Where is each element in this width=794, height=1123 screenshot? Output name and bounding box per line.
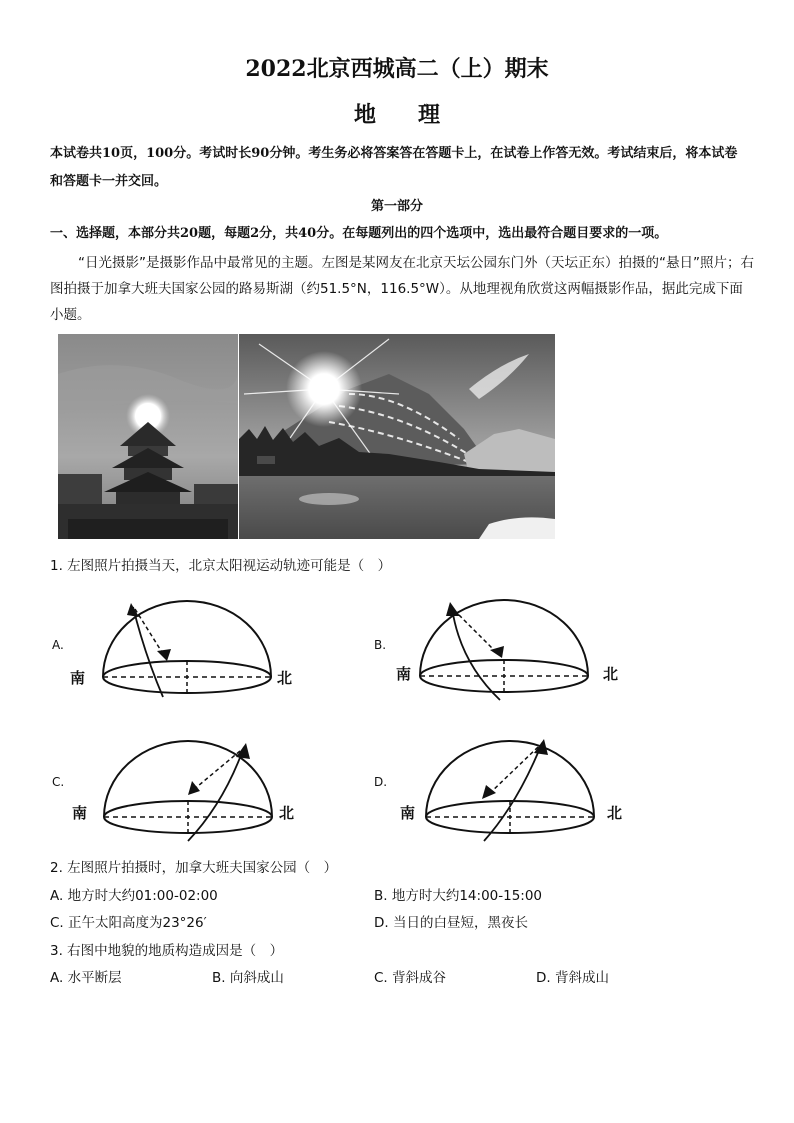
lake-louise-photo [239, 334, 555, 539]
question-2-option-d[interactable]: D. 当日的白昼短，黑夜长 [374, 915, 528, 931]
option-b-label: B. [374, 638, 387, 652]
part-title: 第一部分 [370, 199, 423, 214]
question-3-stem: 3. 右图中地貌的地质构造成因是（ ） [50, 943, 284, 959]
option-c-label: C. [52, 775, 65, 789]
question-3-option-a[interactable]: A. 水平断层 [50, 970, 122, 986]
sun-path-diagram-b[interactable] [412, 592, 597, 704]
page-title: 2022北京西城高二（上）期末 [245, 56, 549, 82]
question-3-option-d[interactable]: D. 背斜成山 [536, 970, 609, 986]
question-3-option-b[interactable]: B. 向斜成山 [212, 970, 284, 986]
temple-of-heaven-photo [58, 334, 238, 539]
sun-path-diagram-a[interactable] [95, 595, 280, 705]
question-2-option-a[interactable]: A. 地方时大约01:00-02:00 [50, 888, 218, 904]
subject-char-2: 理 [418, 102, 441, 128]
section-instructions: 一、选择题，本部分共20题，每题2分，共40分。在每题列出的四个选项中，选出最符合题目要求的一项。 [50, 226, 668, 241]
question-2-stem: 2. 左图照片拍摄时，加拿大班夫国家公园（ ） [50, 860, 338, 876]
south-label-b: 南 [396, 665, 412, 683]
passage-intro: “日光摄影”是摄影作品中最常见的主题。左图是某网友在北京天坛公园东门外（天坛正东）拍摄的“悬日”照片；右图拍摄于加拿大班夫国家公园的路易斯湖（约51.5°N，116.5°W）。从地理视角欣赏这两幅摄影作品，据此完成下面小题。 [50, 255, 754, 323]
north-label-a: 北 [277, 669, 293, 687]
north-label-d: 北 [607, 804, 623, 822]
south-label-d: 南 [400, 804, 416, 822]
sun-path-diagram-c[interactable] [96, 733, 281, 845]
question-3-option-c[interactable]: C. 背斜成谷 [374, 970, 447, 986]
north-label-c: 北 [279, 804, 295, 822]
option-d-label: D. [374, 775, 388, 789]
north-label-b: 北 [603, 665, 619, 683]
subject-char-1: 地 [353, 102, 376, 128]
question-1-stem: 1. 左图照片拍摄当天，北京太阳视运动轨迹可能是（ ） [50, 558, 392, 574]
question-2-option-b[interactable]: B. 地方时大约14:00-15:00 [374, 888, 543, 904]
south-label-c: 南 [72, 804, 88, 822]
south-label-a: 南 [70, 669, 86, 687]
exam-notice: 本试卷共10页，100分。考试时长90分钟。考生务必将答案答在答题卡上，在试卷上作答无效。考试结束后，将本试卷和答题卡一并交回。 [50, 146, 738, 189]
option-a-label: A. [52, 638, 64, 652]
question-2-option-c[interactable]: C. 正午太阳高度为23°26′ [50, 915, 207, 931]
subject-title [0, 98, 794, 129]
sun-path-diagram-d[interactable] [418, 733, 603, 845]
